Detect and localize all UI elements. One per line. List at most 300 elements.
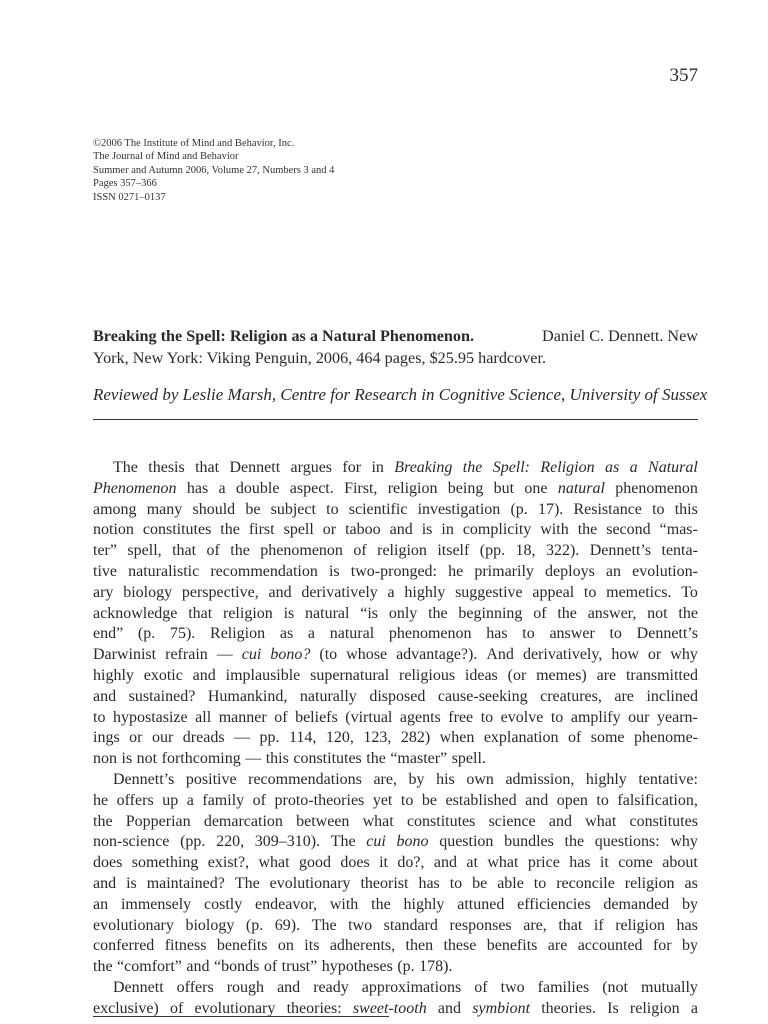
body-line (93, 770, 698, 791)
body-word: inclined (646, 687, 698, 705)
body-word: up (162, 791, 179, 809)
body-word: beginning (458, 604, 523, 622)
body-word: perspective, (181, 583, 259, 601)
body-line (93, 708, 698, 729)
body-line (93, 874, 698, 895)
body-word: agents (399, 708, 441, 726)
body-word: that (188, 604, 213, 622)
body-word: for (652, 937, 672, 955)
body-word: non (93, 750, 117, 768)
body-word: and (192, 666, 216, 684)
body-word: a (307, 625, 315, 643)
body-word: (pp. (479, 542, 506, 560)
body-word: why (670, 646, 698, 664)
body-word: what (258, 854, 290, 872)
body-word: trust” (281, 958, 318, 976)
body-word: has (569, 854, 591, 872)
body-word: end” (93, 625, 124, 643)
body-line (93, 645, 698, 666)
body-word: one (524, 479, 548, 497)
body-word: the (93, 958, 113, 976)
body-word: constitutes (629, 812, 698, 830)
body-word: phenomenon (260, 542, 343, 560)
body-word: fitness (164, 937, 207, 955)
body-word: and (93, 874, 117, 892)
body-word: these (443, 937, 477, 955)
body-line (93, 458, 698, 479)
body-word: constitutes (142, 521, 212, 539)
body-word: to (522, 625, 535, 643)
body-word: does (93, 854, 123, 872)
body-word: a (690, 999, 698, 1017)
body-word: amplify (570, 708, 621, 726)
body-word: a (629, 459, 638, 476)
body-word: come (618, 854, 653, 872)
body-word: the (371, 895, 391, 913)
body-word: of (567, 729, 582, 747)
journal-name-line: The Journal of Mind and Behavior (93, 151, 239, 163)
body-word: advantage?). (396, 646, 478, 664)
body-word: exist?, (207, 854, 250, 872)
body-word: own (466, 770, 494, 788)
body-word: benefits (216, 937, 268, 955)
body-word: has (676, 916, 698, 934)
body-word: is (421, 521, 433, 539)
body-word: supernatural (310, 666, 390, 684)
body-word: with (540, 521, 569, 539)
body-word: what (487, 854, 519, 872)
body-word: itself (437, 542, 470, 560)
body-line (93, 624, 698, 645)
body-word: — (245, 750, 262, 768)
body-word: “mas- (659, 521, 698, 539)
body-word: and (93, 687, 117, 705)
body-line (93, 853, 698, 874)
body-word: theorist (360, 874, 409, 892)
body-word: appeal (532, 583, 575, 601)
body-word: maintained? (146, 874, 225, 892)
body-word: many (146, 500, 183, 518)
issue-line: Summer and Autumn 2006, Volume 27, Numbers 3 and 4 (93, 164, 335, 176)
body-word: theories. (541, 999, 596, 1017)
body-word: the (557, 604, 577, 622)
body-word: tive (93, 562, 117, 580)
body-word: (pp. (180, 833, 206, 851)
body-word: and (548, 812, 572, 830)
body-word: yearn- (657, 708, 698, 726)
body-word: highly (404, 583, 446, 601)
body-word: then (405, 937, 434, 955)
body-word: and (389, 521, 413, 539)
body-word: manner (218, 708, 267, 726)
body-word: has (486, 625, 508, 643)
body-word: free (448, 708, 474, 726)
body-word: highly (93, 666, 134, 684)
body-word: The (234, 874, 260, 892)
body-word: he (448, 562, 464, 580)
body-word: its (304, 937, 320, 955)
body-word: non-science (93, 833, 170, 851)
body-word: to (400, 791, 414, 809)
body-word: established (445, 791, 517, 809)
body-word: that (195, 459, 220, 476)
body-word: not (647, 604, 668, 622)
body-word: the (678, 604, 698, 622)
body-word: tenta- (661, 542, 698, 560)
body-word: he (93, 791, 109, 809)
body-word: not (136, 750, 158, 768)
body-word: demanded (603, 895, 670, 913)
body-word: evolutionary (93, 916, 174, 934)
body-word: religion (629, 999, 680, 1017)
body-word: recommendations (248, 770, 362, 788)
body-word: 75). (169, 625, 196, 643)
body-word: only (388, 604, 418, 622)
body-word: is (283, 604, 295, 622)
body-word: and (268, 583, 292, 601)
body-word: the (366, 750, 386, 768)
body-word: sweet-tooth (352, 999, 427, 1017)
body-line (93, 500, 698, 521)
body-word: be (245, 500, 261, 518)
body-word: bono? (270, 646, 311, 664)
body-word: taboo (345, 521, 381, 539)
body-word: evolutionary (194, 999, 276, 1017)
body-word: should (192, 500, 236, 518)
body-line (93, 812, 698, 833)
body-word: ready (313, 978, 349, 996)
body-word: constitutes (293, 750, 362, 768)
body-word: how (611, 646, 639, 664)
body-word: dreads (182, 729, 225, 747)
body-word: do?, (397, 854, 425, 872)
body-word: and (277, 978, 301, 996)
body-word: 120, (325, 729, 354, 747)
header-divider (93, 419, 698, 420)
body-word: Popperian (125, 812, 191, 830)
body-word: 178). (419, 958, 453, 976)
body-word: creatures, (540, 687, 602, 705)
body-word: ideas (464, 666, 498, 684)
body-line (93, 479, 698, 500)
body-word: to (652, 500, 665, 518)
body-word: adherents, (329, 937, 396, 955)
body-line (93, 749, 698, 770)
body-line (93, 520, 698, 541)
body-word: disposed (369, 687, 426, 705)
body-word: immensely (120, 895, 192, 913)
body-word: efficiencies (517, 895, 591, 913)
body-word: the (220, 521, 240, 539)
body-word: religion (223, 604, 273, 622)
body-word: (or (507, 666, 527, 684)
body-word: with (329, 895, 359, 913)
body-word: but (493, 479, 515, 497)
body-word: what (585, 812, 617, 830)
body-word: responses (449, 916, 512, 934)
body-word: at (466, 854, 478, 872)
body-word: (p. (397, 958, 415, 976)
body-word: exclusive) (93, 999, 159, 1017)
body-word: Natural (648, 459, 698, 476)
body-word: a (186, 791, 194, 809)
body-line (93, 728, 698, 749)
body-line (93, 916, 698, 937)
body-word: question (439, 833, 494, 851)
body-word: the (230, 542, 250, 560)
body-word: naturally (299, 687, 357, 705)
body-word: does (340, 854, 370, 872)
body-word: cause-seeking (437, 687, 528, 705)
body-word: by (408, 770, 425, 788)
body-word: by (681, 937, 698, 955)
body-word: demarcation (203, 812, 283, 830)
body-word: Religion (540, 459, 595, 476)
body-line (93, 936, 698, 957)
body-line (93, 957, 698, 978)
body-word: what (362, 812, 394, 830)
body-word: investigation (417, 500, 501, 518)
body-word: to (583, 583, 597, 601)
body-word: memetics. (606, 583, 672, 601)
body-word: beliefs (295, 708, 338, 726)
body-word: notion (93, 521, 134, 539)
body-word: admission, (505, 770, 575, 788)
body-word: The (311, 916, 337, 934)
body-word: to (596, 791, 609, 809)
body-word: forthcoming (161, 750, 241, 768)
body-word: two-pronged: (350, 562, 437, 580)
body-word: of (474, 978, 488, 996)
book-author-details: Daniel C. Dennett. New (542, 327, 698, 345)
body-word: Breaking (394, 459, 453, 476)
body-word: Is (607, 999, 619, 1017)
body-word: is (328, 562, 340, 580)
body-word: pp. (259, 729, 280, 747)
body-word: phenome- (634, 729, 698, 747)
body-word: reconcile (556, 874, 615, 892)
body-word: hypotheses (321, 958, 393, 976)
body-word: proto-theories (274, 791, 365, 809)
body-word: 114, (289, 729, 317, 747)
body-word: “bonds (214, 958, 260, 976)
body-word: Darwinist (93, 646, 157, 664)
body-word: phenomenon (388, 625, 472, 643)
body-word: “comfort” (117, 958, 182, 976)
body-word: it (599, 854, 609, 872)
body-line (93, 832, 698, 853)
body-word: to (550, 708, 564, 726)
body-word: hypostasize (112, 708, 188, 726)
issn-line: ISSN 0271–0137 (93, 191, 166, 203)
body-word: naturalistic (128, 562, 200, 580)
body-word: two (500, 978, 525, 996)
body-word: whose (346, 646, 388, 664)
body-word: — (216, 646, 233, 664)
body-word: open (556, 791, 588, 809)
body-word: or (129, 729, 143, 747)
body-word: as (684, 874, 698, 892)
body-word: Dennett’s (636, 625, 698, 643)
body-word: answer (549, 625, 595, 643)
body-word: Dennett’s (113, 770, 175, 788)
body-word: of (274, 708, 288, 726)
copyright-line: ©2006 The Institute of Mind and Behavior, Inc. (93, 138, 295, 149)
body-word: the (577, 521, 598, 539)
body-word: religion (377, 542, 427, 560)
body-word: something (131, 854, 199, 872)
body-word: natural (557, 479, 605, 497)
body-word: or (647, 646, 662, 664)
body-word: (p. (137, 625, 156, 643)
body-word: are, (523, 916, 547, 934)
body-word: First, (344, 479, 378, 497)
body-word: 322). (545, 542, 580, 560)
body-word: of (169, 999, 184, 1017)
body-word: evolve (500, 708, 544, 726)
page-number: 357 (669, 65, 698, 86)
body-word: memes) (536, 666, 587, 684)
body-line (93, 687, 698, 708)
body-word: of (263, 958, 278, 976)
body-word: phenomenon (615, 479, 698, 497)
body-word: a (218, 479, 226, 497)
body-word: accounted (577, 937, 643, 955)
body-word: (to (319, 646, 338, 664)
body-word: by (682, 895, 698, 913)
body-word: answer, (587, 604, 637, 622)
body-word: it (379, 854, 388, 872)
body-word: conferred (93, 937, 155, 955)
body-word: And (486, 646, 514, 664)
body-word: (virtual (345, 708, 393, 726)
body-word: science (488, 812, 536, 830)
body-word: if (593, 916, 604, 934)
body-word: 282) (400, 729, 431, 747)
body-word: is (121, 750, 133, 768)
body-word: thesis (148, 459, 185, 476)
body-word: some (590, 729, 625, 747)
review-body (93, 458, 698, 1020)
body-word: are (547, 937, 568, 955)
body-word: that (172, 542, 197, 560)
body-word: as (605, 459, 620, 476)
body-word: between (296, 812, 350, 830)
body-word: Dennett’s (589, 542, 652, 560)
body-word: religion (387, 479, 438, 497)
body-word: offers (176, 978, 214, 996)
body-word: falsification, (617, 791, 698, 809)
body-word: be (421, 791, 437, 809)
body-word: this (265, 750, 289, 768)
body-word: 69). (274, 916, 301, 934)
body-word: theories: (286, 999, 342, 1017)
body-word: has (186, 479, 209, 497)
body-word: — (234, 729, 251, 747)
body-word: has (418, 874, 440, 892)
body-word: be (472, 874, 488, 892)
body-line (93, 791, 698, 812)
body-word: questions: (594, 833, 660, 851)
body-word: and (437, 999, 462, 1017)
body-word: ings (93, 729, 120, 747)
body-word: spell, (127, 542, 162, 560)
body-word: evolutionary (269, 874, 351, 892)
body-word: ter” (93, 542, 117, 560)
body-word: spell (283, 521, 314, 539)
body-word: religion (615, 916, 665, 934)
book-citation-line-1 (93, 325, 698, 347)
body-word: argues (290, 459, 333, 476)
body-word: or (322, 521, 337, 539)
body-word: The (113, 459, 138, 476)
body-word: for (342, 459, 362, 476)
body-word: scientific (348, 500, 408, 518)
body-word: To (681, 583, 698, 601)
body-word: two (348, 916, 373, 934)
body-word: an (605, 562, 622, 580)
body-word: costly (203, 895, 243, 913)
body-word: transmitted (625, 666, 698, 684)
body-word: Dennett (229, 459, 281, 476)
body-line (93, 541, 698, 562)
body-word: mutually (641, 978, 698, 996)
body-word: (p. (510, 500, 528, 518)
body-word: when (439, 729, 475, 747)
body-word: good (299, 854, 331, 872)
body-word: acknowledge (93, 604, 178, 622)
body-word: about (662, 854, 698, 872)
pages-line: Pages 357–366 (93, 178, 157, 190)
body-word: “is (360, 604, 379, 622)
body-word: yet (372, 791, 393, 809)
body-word: highly (403, 895, 445, 913)
body-word: are, (373, 770, 397, 788)
body-word: natural (305, 604, 350, 622)
body-word: symbiont (472, 999, 531, 1017)
body-word: bono (396, 833, 429, 851)
body-word: Religion (210, 625, 266, 643)
body-word: derivatively (301, 583, 378, 601)
body-word: tentative: (638, 770, 698, 788)
body-word: to (533, 874, 547, 892)
body-word: deploys (545, 562, 595, 580)
body-word: 17). (537, 500, 564, 518)
body-word: 309–310). (254, 833, 321, 851)
body-word: price (527, 854, 560, 872)
body-word: why (670, 833, 698, 851)
body-word: bundles (504, 833, 554, 851)
body-word: biology (185, 916, 235, 934)
body-word: positive (185, 770, 237, 788)
body-word: implausible (225, 666, 301, 684)
body-word: is (126, 874, 137, 892)
body-word: Spell: (492, 459, 531, 476)
body-word: (p. (245, 916, 264, 934)
body-word: suggestive (455, 583, 523, 601)
body-word: of (252, 791, 266, 809)
body-word: offers (116, 791, 154, 809)
body-word: families (537, 978, 590, 996)
body-word: the (564, 833, 585, 851)
body-word: evolution- (632, 562, 698, 580)
body-line (93, 978, 698, 999)
body-word: the (428, 604, 448, 622)
body-word: are (596, 666, 617, 684)
body-word: endeavor, (255, 895, 318, 913)
body-word: aspect. (289, 479, 334, 497)
body-word: Humankind, (207, 687, 288, 705)
